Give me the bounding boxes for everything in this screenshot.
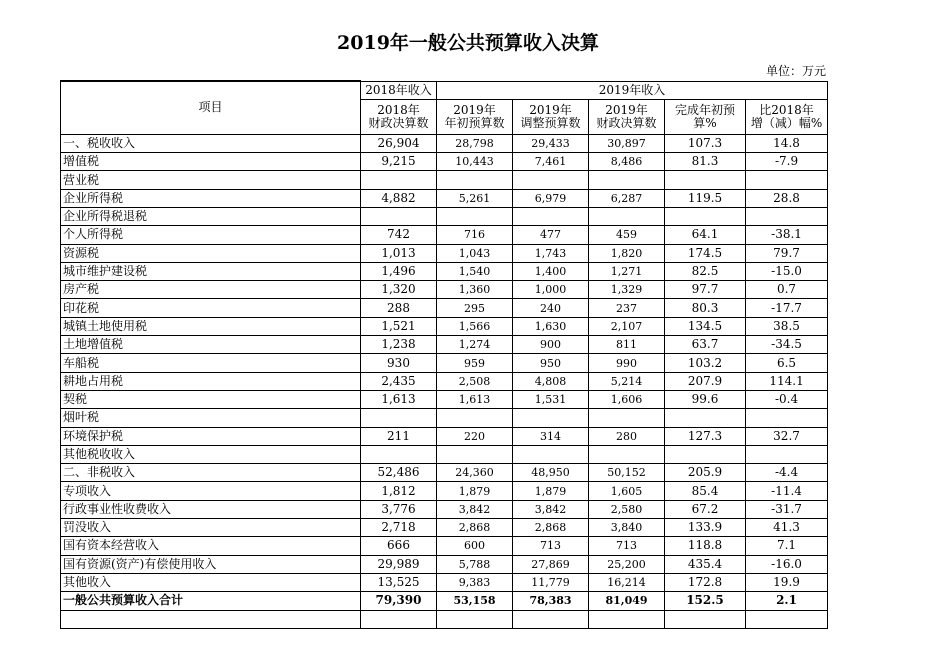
- cell-completion: 80.3: [665, 299, 746, 317]
- cell-2019-initial: 5,261: [437, 189, 513, 207]
- table-row: [61, 555, 828, 573]
- row-name: 增值税: [61, 153, 361, 171]
- cell-completion: 99.6: [665, 390, 746, 408]
- header-2018-group: 2018年收入: [361, 81, 437, 99]
- cell-2019-final: [589, 207, 665, 225]
- cell-2018-final: 1,238: [361, 336, 437, 354]
- cell-growth: 114.1: [746, 372, 828, 390]
- table-row: [61, 482, 828, 500]
- cell-2019-initial: 600: [437, 537, 513, 555]
- cell-2019-adjusted: 1,743: [513, 244, 589, 262]
- cell-growth: 7.1: [746, 537, 828, 555]
- cell-2019-initial: [437, 445, 513, 463]
- cell-2019-adjusted: [513, 445, 589, 463]
- table-row: [61, 336, 828, 354]
- cell-2019-adjusted: 29,433: [513, 134, 589, 152]
- row-name: 企业所得税: [61, 189, 361, 207]
- cell-2018-final: 13,525: [361, 573, 437, 591]
- table-row: [61, 372, 828, 390]
- cell-2018-final: 211: [361, 427, 437, 445]
- header-completion: [665, 99, 746, 134]
- header-completion-l2: 算%: [693, 115, 717, 130]
- header-growth: [746, 99, 828, 134]
- cell-2019-final: 1,606: [589, 390, 665, 408]
- cell-2019-final: 3,840: [589, 519, 665, 537]
- cell-growth: -11.4: [746, 482, 828, 500]
- row-name: 二、非税收入: [61, 464, 361, 482]
- cell-2019-initial: 5,788: [437, 555, 513, 573]
- cell-completion: 133.9: [665, 519, 746, 537]
- header-growth-l2: 增（减）幅%: [750, 115, 823, 130]
- cell-2019-final: 459: [589, 226, 665, 244]
- row-name: 国有资源(资产)有偿使用收入: [61, 555, 361, 573]
- cell-2019-final: 1,605: [589, 482, 665, 500]
- cell-2019-adjusted: [513, 409, 589, 427]
- row-name: 烟叶税: [61, 409, 361, 427]
- cell-2019-initial: 959: [437, 354, 513, 372]
- cell-2019-final: 8,486: [589, 153, 665, 171]
- row-name: 罚没收入: [61, 519, 361, 537]
- cell-2019-final: 1,271: [589, 262, 665, 280]
- header-2019-adjusted-l2: 调整预算数: [520, 115, 581, 130]
- cell-growth: 28.8: [746, 189, 828, 207]
- row-name: 房产税: [61, 281, 361, 299]
- cell-2019-adjusted: 78,383: [513, 592, 589, 610]
- row-name: 国有资本经营收入: [61, 537, 361, 555]
- blank-cell: [746, 610, 828, 628]
- row-name: 专项收入: [61, 482, 361, 500]
- table-row: [61, 427, 828, 445]
- cell-2019-adjusted: 713: [513, 537, 589, 555]
- cell-2019-final: 990: [589, 354, 665, 372]
- cell-2019-final: 237: [589, 299, 665, 317]
- cell-growth: [746, 409, 828, 427]
- cell-2019-adjusted: 7,461: [513, 153, 589, 171]
- row-name: 耕地占用税: [61, 372, 361, 390]
- row-name: 城镇土地使用税: [61, 317, 361, 335]
- row-name: 印花税: [61, 299, 361, 317]
- cell-2018-final: 1,013: [361, 244, 437, 262]
- cell-growth: -4.4: [746, 464, 828, 482]
- cell-2019-final: 81,049: [589, 592, 665, 610]
- cell-2018-final: 4,882: [361, 189, 437, 207]
- table-row: [61, 464, 828, 482]
- cell-completion: 119.5: [665, 189, 746, 207]
- cell-2019-adjusted: 27,869: [513, 555, 589, 573]
- table-row: [61, 244, 828, 262]
- cell-2018-final: 2,718: [361, 519, 437, 537]
- table-row: [61, 134, 828, 152]
- cell-2019-initial: 9,383: [437, 573, 513, 591]
- cell-2019-final: 2,580: [589, 500, 665, 518]
- cell-2019-final: 1,329: [589, 281, 665, 299]
- table-row: [61, 573, 828, 591]
- cell-2018-final: [361, 409, 437, 427]
- cell-2018-final: 52,486: [361, 464, 437, 482]
- budget-table: [60, 80, 828, 629]
- cell-growth: 0.7: [746, 281, 828, 299]
- cell-2019-final: 50,152: [589, 464, 665, 482]
- cell-completion: 107.3: [665, 134, 746, 152]
- table-row: [61, 226, 828, 244]
- cell-2019-initial: 1,043: [437, 244, 513, 262]
- cell-completion: 152.5: [665, 592, 746, 610]
- cell-2019-initial: 1,879: [437, 482, 513, 500]
- cell-2019-final: [589, 409, 665, 427]
- cell-2019-initial: 1,274: [437, 336, 513, 354]
- header-2019-initial-l2: 年初预算数: [444, 115, 505, 130]
- cell-completion: 127.3: [665, 427, 746, 445]
- table-row: [61, 445, 828, 463]
- row-name: 城市维护建设税: [61, 262, 361, 280]
- cell-completion: 134.5: [665, 317, 746, 335]
- cell-growth: -17.7: [746, 299, 828, 317]
- row-name: 其他收入: [61, 573, 361, 591]
- cell-2019-adjusted: 314: [513, 427, 589, 445]
- cell-growth: -0.4: [746, 390, 828, 408]
- table-row: [61, 409, 828, 427]
- cell-2019-adjusted: 3,842: [513, 500, 589, 518]
- cell-completion: 103.2: [665, 354, 746, 372]
- header-2018-final-l2: 财政决算数: [368, 115, 429, 130]
- cell-completion: 85.4: [665, 482, 746, 500]
- cell-completion: [665, 171, 746, 189]
- cell-growth: [746, 445, 828, 463]
- table-row: [61, 153, 828, 171]
- cell-2019-initial: [437, 207, 513, 225]
- cell-2019-adjusted: 1,531: [513, 390, 589, 408]
- header-growth-l1: 比2018年: [759, 102, 814, 117]
- cell-2018-final: 666: [361, 537, 437, 555]
- cell-growth: -15.0: [746, 262, 828, 280]
- cell-2019-final: [589, 171, 665, 189]
- blank-cell: [589, 610, 665, 628]
- cell-2019-initial: 1,613: [437, 390, 513, 408]
- cell-2019-final: 5,214: [589, 372, 665, 390]
- cell-completion: 97.7: [665, 281, 746, 299]
- cell-completion: 207.9: [665, 372, 746, 390]
- cell-2019-initial: 24,360: [437, 464, 513, 482]
- header-2018-final: [361, 99, 437, 134]
- blank-cell: [665, 610, 746, 628]
- cell-2019-final: 16,214: [589, 573, 665, 591]
- cell-2019-adjusted: [513, 207, 589, 225]
- cell-2019-adjusted: 2,868: [513, 519, 589, 537]
- cell-2018-final: 2,435: [361, 372, 437, 390]
- table-row: [61, 299, 828, 317]
- cell-growth: 38.5: [746, 317, 828, 335]
- cell-2019-initial: 2,508: [437, 372, 513, 390]
- cell-2018-final: 930: [361, 354, 437, 372]
- cell-2018-final: 3,776: [361, 500, 437, 518]
- cell-completion: 63.7: [665, 336, 746, 354]
- header-2019-final-l2: 财政决算数: [596, 115, 657, 130]
- cell-2019-initial: 53,158: [437, 592, 513, 610]
- cell-growth: 14.8: [746, 134, 828, 152]
- cell-2018-final: 1,613: [361, 390, 437, 408]
- cell-2019-final: 1,820: [589, 244, 665, 262]
- cell-2019-final: 30,897: [589, 134, 665, 152]
- cell-2019-final: [589, 445, 665, 463]
- cell-2019-adjusted: 240: [513, 299, 589, 317]
- cell-completion: 118.8: [665, 537, 746, 555]
- table-row: [61, 189, 828, 207]
- cell-2018-final: 288: [361, 299, 437, 317]
- row-name: 企业所得税退税: [61, 207, 361, 225]
- cell-completion: [665, 409, 746, 427]
- cell-2019-adjusted: 1,879: [513, 482, 589, 500]
- blank-cell: [361, 610, 437, 628]
- cell-2018-final: [361, 207, 437, 225]
- blank-cell: [61, 610, 361, 628]
- cell-2018-final: 26,904: [361, 134, 437, 152]
- table-row: [61, 519, 828, 537]
- cell-2019-initial: 1,566: [437, 317, 513, 335]
- header-item: 项目: [61, 81, 361, 134]
- cell-2019-adjusted: [513, 171, 589, 189]
- table-row: [61, 207, 828, 225]
- unit-label: 单位：万元: [765, 64, 826, 78]
- row-name: 行政事业性收费收入: [61, 500, 361, 518]
- cell-growth: 2.1: [746, 592, 828, 610]
- cell-2019-adjusted: 11,779: [513, 573, 589, 591]
- cell-2019-final: 811: [589, 336, 665, 354]
- cell-growth: -16.0: [746, 555, 828, 573]
- table-row: [61, 281, 828, 299]
- cell-completion: 67.2: [665, 500, 746, 518]
- header-2018-final-l1: 2018年: [377, 102, 420, 117]
- header-2019-adjusted: [513, 99, 589, 134]
- table-row: [61, 537, 828, 555]
- table-row: [61, 390, 828, 408]
- row-name: 一般公共预算收入合计: [61, 592, 361, 610]
- cell-growth: -34.5: [746, 336, 828, 354]
- cell-2019-final: 6,287: [589, 189, 665, 207]
- cell-completion: 81.3: [665, 153, 746, 171]
- cell-growth: [746, 207, 828, 225]
- cell-2019-initial: 1,540: [437, 262, 513, 280]
- cell-2019-initial: [437, 409, 513, 427]
- row-name: 个人所得税: [61, 226, 361, 244]
- cell-growth: [746, 171, 828, 189]
- header-2019-group: 2019年收入: [437, 81, 828, 99]
- blank-row: [61, 610, 828, 628]
- cell-completion: [665, 445, 746, 463]
- cell-2019-initial: 10,443: [437, 153, 513, 171]
- cell-completion: 82.5: [665, 262, 746, 280]
- cell-growth: 19.9: [746, 573, 828, 591]
- header-completion-l1: 完成年初预: [674, 102, 735, 117]
- cell-completion: 174.5: [665, 244, 746, 262]
- cell-2019-adjusted: 4,808: [513, 372, 589, 390]
- cell-2019-adjusted: 1,400: [513, 262, 589, 280]
- row-name: 其他税收收入: [61, 445, 361, 463]
- total-row: [61, 592, 828, 610]
- cell-completion: [665, 207, 746, 225]
- cell-2019-initial: 2,868: [437, 519, 513, 537]
- cell-completion: 172.8: [665, 573, 746, 591]
- row-name: 契税: [61, 390, 361, 408]
- cell-2018-final: [361, 171, 437, 189]
- table-row: [61, 500, 828, 518]
- row-name: 车船税: [61, 354, 361, 372]
- cell-growth: -38.1: [746, 226, 828, 244]
- row-name: 土地增值税: [61, 336, 361, 354]
- cell-2019-final: 280: [589, 427, 665, 445]
- cell-2019-initial: 28,798: [437, 134, 513, 152]
- header-2019-adjusted-l1: 2019年: [529, 102, 572, 117]
- row-name: 营业税: [61, 171, 361, 189]
- blank-cell: [437, 610, 513, 628]
- cell-growth: 41.3: [746, 519, 828, 537]
- cell-2019-initial: 716: [437, 226, 513, 244]
- cell-2019-adjusted: 477: [513, 226, 589, 244]
- cell-2018-final: 1,521: [361, 317, 437, 335]
- cell-2018-final: 29,989: [361, 555, 437, 573]
- cell-completion: 205.9: [665, 464, 746, 482]
- cell-growth: 79.7: [746, 244, 828, 262]
- cell-2019-initial: 3,842: [437, 500, 513, 518]
- header-2019-initial-l1: 2019年: [453, 102, 496, 117]
- cell-2018-final: 1,320: [361, 281, 437, 299]
- cell-2019-initial: 1,360: [437, 281, 513, 299]
- cell-2018-final: [361, 445, 437, 463]
- cell-2019-adjusted: 48,950: [513, 464, 589, 482]
- cell-2019-final: 713: [589, 537, 665, 555]
- cell-2018-final: 79,390: [361, 592, 437, 610]
- cell-2019-adjusted: 900: [513, 336, 589, 354]
- page-title: 2019年一般公共预算收入决算: [337, 32, 599, 54]
- cell-2019-initial: [437, 171, 513, 189]
- cell-completion: 64.1: [665, 226, 746, 244]
- table-row: [61, 171, 828, 189]
- cell-completion: 435.4: [665, 555, 746, 573]
- cell-growth: -31.7: [746, 500, 828, 518]
- blank-cell: [513, 610, 589, 628]
- header-2019-final-l1: 2019年: [605, 102, 648, 117]
- cell-2018-final: 1,496: [361, 262, 437, 280]
- cell-2018-final: 9,215: [361, 153, 437, 171]
- cell-2019-initial: 220: [437, 427, 513, 445]
- cell-2019-adjusted: 1,630: [513, 317, 589, 335]
- table-row: [61, 262, 828, 280]
- cell-2019-initial: 295: [437, 299, 513, 317]
- cell-2019-final: 25,200: [589, 555, 665, 573]
- header-2019-final: [589, 99, 665, 134]
- row-name: 资源税: [61, 244, 361, 262]
- table-row: [61, 317, 828, 335]
- cell-growth: 32.7: [746, 427, 828, 445]
- cell-2019-adjusted: 1,000: [513, 281, 589, 299]
- cell-2018-final: 1,812: [361, 482, 437, 500]
- header-2019-initial: [437, 99, 513, 134]
- row-name: 环境保护税: [61, 427, 361, 445]
- cell-growth: -7.9: [746, 153, 828, 171]
- cell-2018-final: 742: [361, 226, 437, 244]
- cell-2019-adjusted: 950: [513, 354, 589, 372]
- table-row: [61, 354, 828, 372]
- row-name: 一、税收收入: [61, 134, 361, 152]
- cell-growth: 6.5: [746, 354, 828, 372]
- cell-2019-final: 2,107: [589, 317, 665, 335]
- cell-2019-adjusted: 6,979: [513, 189, 589, 207]
